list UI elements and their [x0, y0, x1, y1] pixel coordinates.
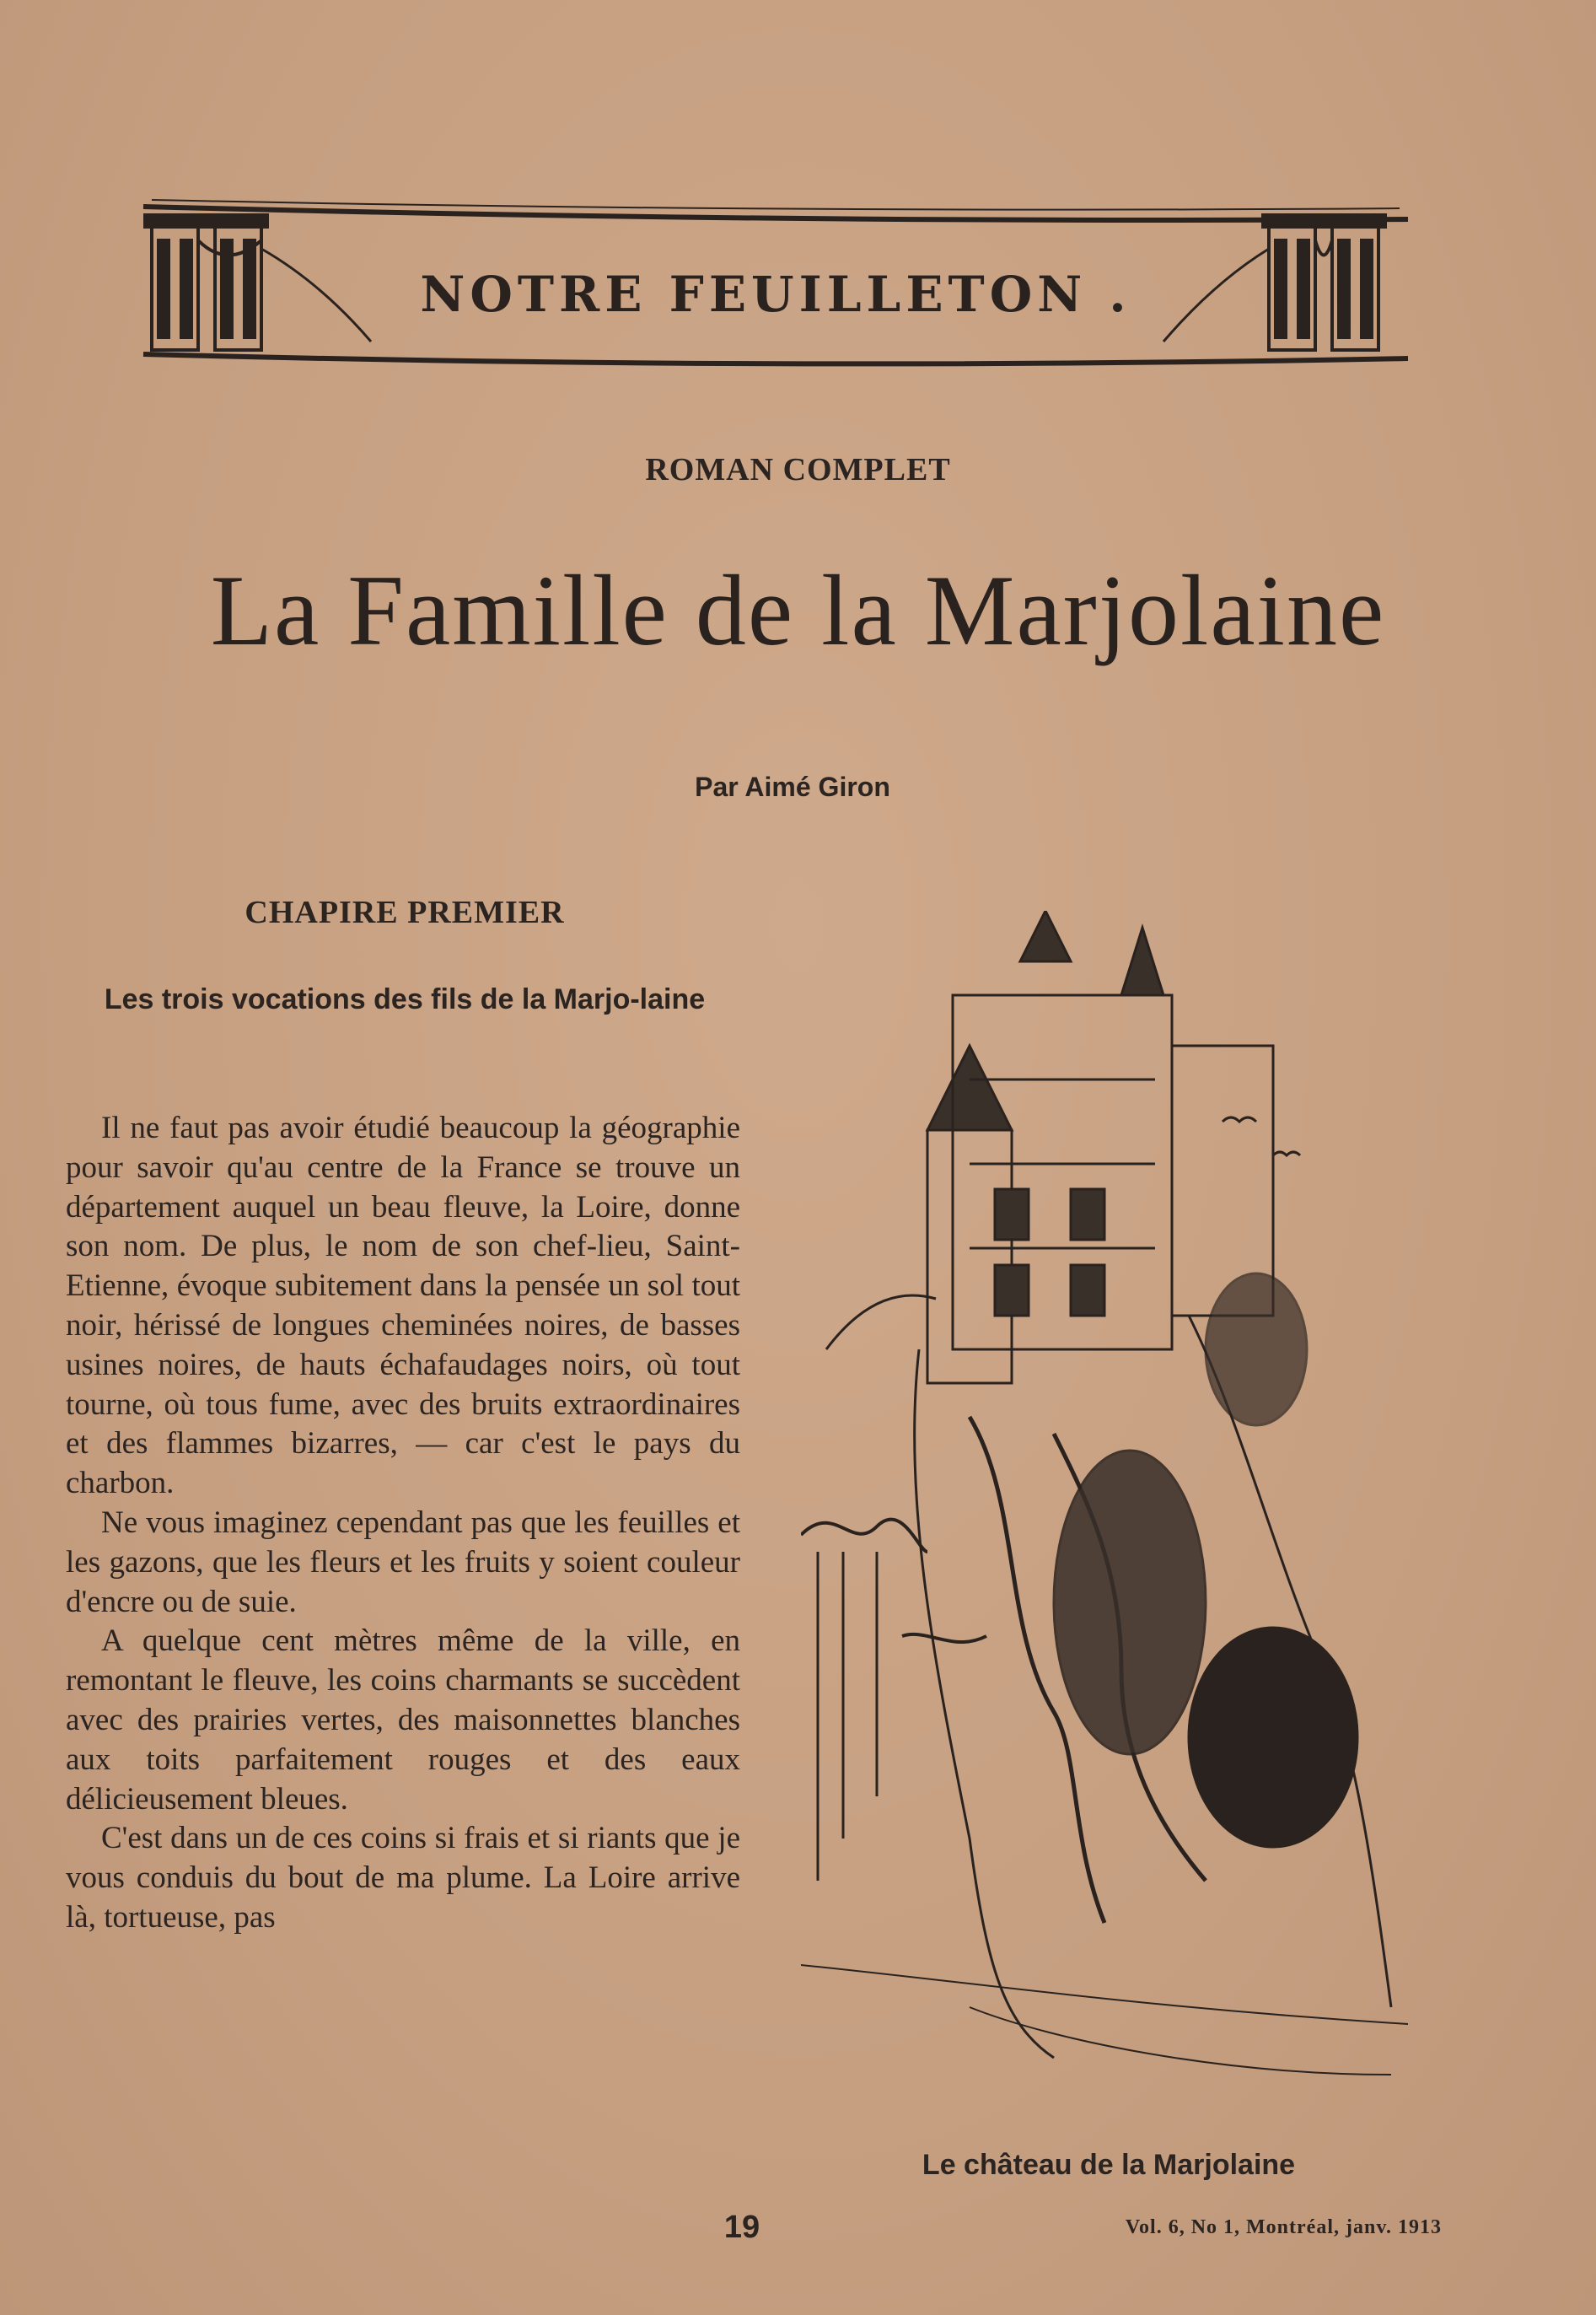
byline: Par Aimé Giron: [695, 772, 890, 802]
issue-line: Vol. 6, No 1, Montréal, janv. 1913: [1125, 2216, 1442, 2238]
paragraph: Il ne faut pas avoir étudié beaucoup la géographie pour savoir qu'au centre de la France se trouve un département auquel un beau fleuve, la Loire, donne son nom. De plus, le nom de son chef-lieu, Saint-Etienne, évoque subitement dans la pensée un sol tout noir, hérissé de longues cheminées noires, de basses usines noires, de hauts échafaudages noirs, où tout tourne, où tous fume, avec des bruits extraordinaires et des flammes bizarres, — car c'est le pays du charbon.: [66, 1111, 740, 1501]
paragraph: C'est dans un de ces coins si frais et si riants que je vous conduis du bout de ma plume. La Loire arrive là, tortueuse, pas: [66, 1821, 740, 1935]
castle-illustration: [801, 911, 1425, 2092]
illustration-caption: Le château de la Marjolaine: [922, 2149, 1296, 2181]
body-text: [66, 1109, 740, 1938]
paragraph: Ne vous imaginez cependant pas que les feuilles et les gazons, que les fleurs et les fruits y soient couleur d'encre ou de suie.: [66, 1505, 740, 1619]
novel-title: La Famille de la Marjolaine: [210, 554, 1386, 666]
chapter-subtitle: Les trois vocations des fils de la Marjo-laine: [104, 983, 706, 1015]
feuilleton-banner: [135, 190, 1416, 371]
banner-title: NOTRE FEUILLETON .: [420, 266, 1131, 323]
castle-engraving-icon: [801, 911, 1425, 2092]
paragraph: A quelque cent mètres même de la ville, en remontant le fleuve, les coins charmants se succèdent avec des prairies vertes, des maisonnettes blanches aux toits parfaitement rouges et des eaux délicieusement bleues.: [66, 1623, 740, 1817]
kicker: ROMAN COMPLET: [645, 452, 951, 487]
chapter-heading: CHAPIRE PREMIER: [245, 895, 565, 930]
page-number: 19: [723, 2210, 760, 2245]
